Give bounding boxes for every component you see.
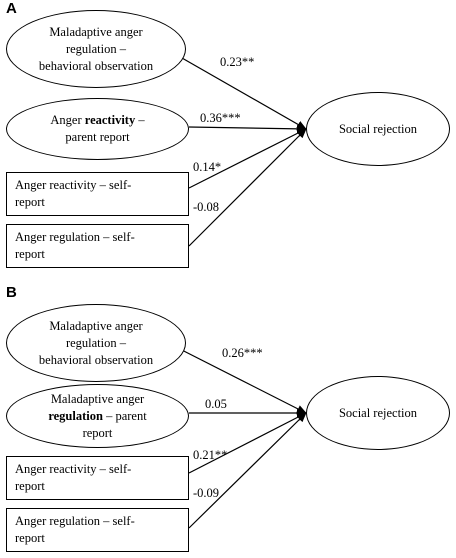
panel-a-label: A — [6, 0, 17, 17]
node-b-behavioral-observation: Maladaptive anger regulation – behavioral observation — [6, 304, 186, 382]
node-b-parent-report: Maladaptive anger regulation – parent report — [6, 384, 189, 448]
node-a-regulation-self-report: Anger regulation – self- report — [6, 224, 189, 268]
node-a-reactivity-self-report: Anger reactivity – self- report — [6, 172, 189, 216]
path-a-3 — [189, 129, 306, 188]
coef-b-2: 0.05 — [205, 397, 227, 411]
node-a-parent-report: Anger reactivity – parent report — [6, 98, 189, 160]
coef-b-1: 0.26*** — [222, 346, 263, 360]
coef-a-1: 0.23** — [220, 55, 255, 69]
node-b-regulation-self-report: Anger regulation – self- report — [6, 508, 189, 552]
coef-a-3: 0.14* — [193, 160, 222, 174]
panel-b-label: B — [6, 284, 17, 301]
node-a-social-rejection: Social rejection — [306, 92, 450, 166]
node-b-social-rejection: Social rejection — [306, 376, 450, 450]
coef-a-4: -0.08 — [193, 200, 220, 214]
coef-b-3: 0.21** — [193, 448, 228, 462]
path-b-3 — [189, 413, 306, 473]
coef-a-2: 0.36*** — [200, 111, 241, 125]
path-b-4 — [189, 413, 306, 528]
path-a-2 — [189, 127, 306, 129]
node-a-behavioral-observation: Maladaptive anger regulation – behavioral observation — [6, 10, 186, 88]
coef-b-4: -0.09 — [193, 486, 220, 500]
path-a-4 — [189, 129, 306, 246]
node-b-reactivity-self-report: Anger reactivity – self- report — [6, 456, 189, 500]
